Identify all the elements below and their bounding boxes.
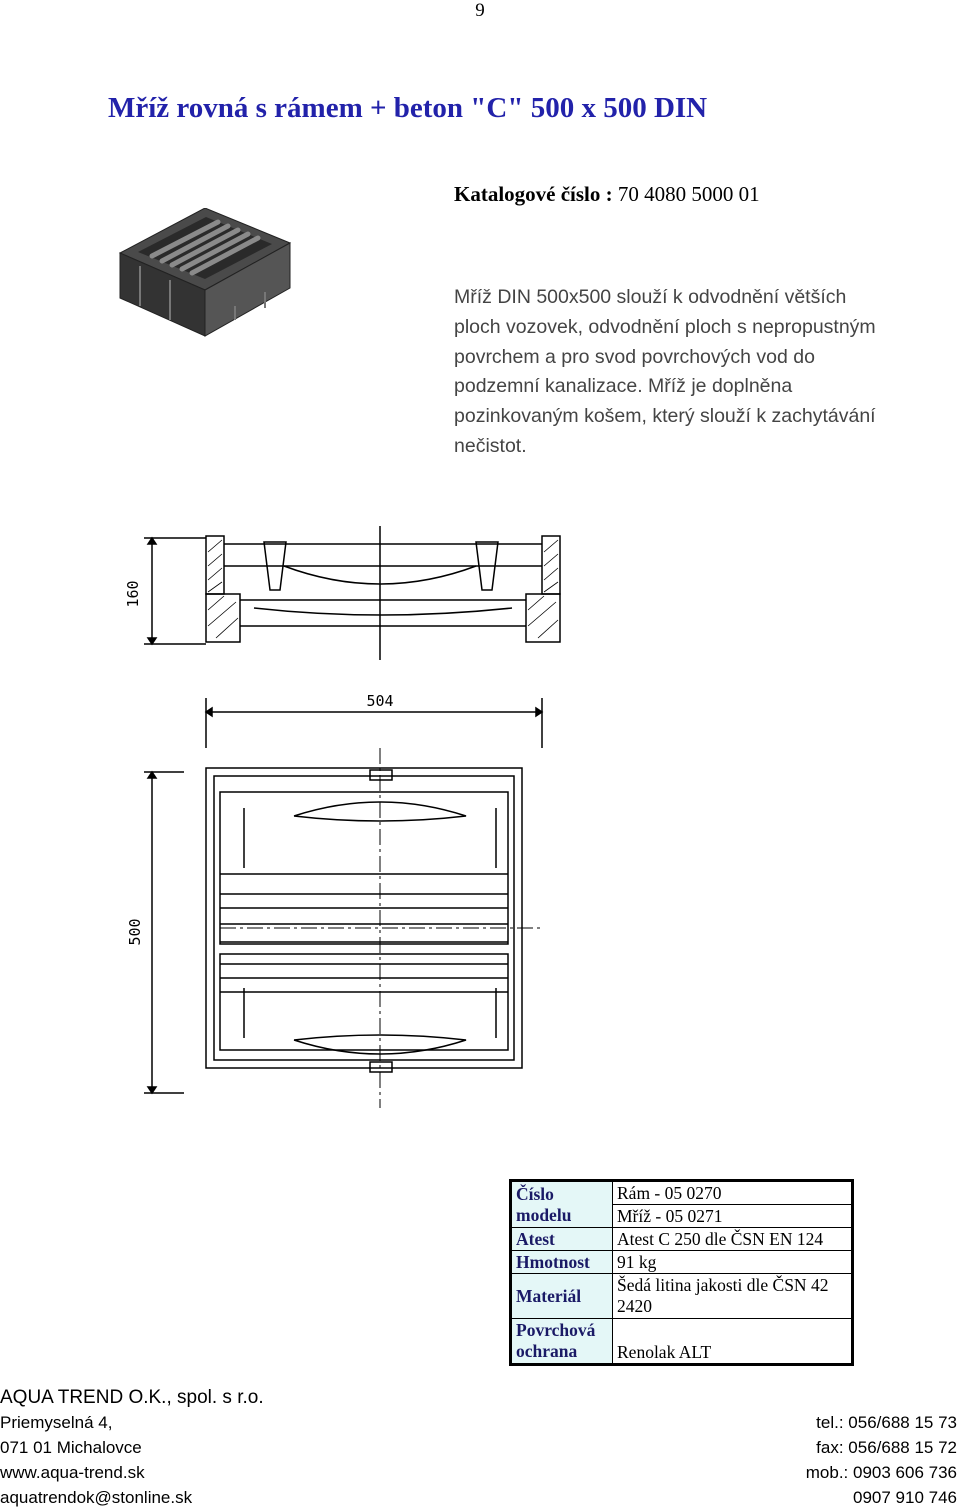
catalog-value: 70 4080 5000 01	[617, 182, 760, 206]
spec-row-weight	[511, 1251, 853, 1274]
footer-web-link[interactable]: www.aqua-trend.sk	[0, 1463, 145, 1482]
footer-email-link[interactable]: aquatrendok@stonline.sk	[0, 1488, 193, 1507]
spec-label-weight: Hmotnost	[511, 1251, 613, 1274]
footer-street: Priemyselná 4,	[0, 1413, 113, 1432]
length-dimension: 500	[126, 918, 144, 946]
spec-value-model-1: Rám - 05 0270	[613, 1181, 853, 1205]
page-number: 9	[475, 0, 485, 21]
side-section-drawing	[124, 526, 584, 666]
product-image	[110, 208, 296, 338]
top-view-drawing	[124, 688, 584, 1118]
height-dimension: 160	[124, 580, 142, 608]
spec-value-surface: Renolak ALT	[613, 1319, 853, 1365]
footer-mob: mob.: 0903 606 736	[805, 1463, 957, 1482]
footer-company: AQUA TREND O.K., spol. s r.o.	[0, 1387, 264, 1408]
spec-row-material	[511, 1274, 853, 1319]
spec-label-model: Číslo modelu	[511, 1181, 613, 1228]
spec-row-atest	[511, 1228, 853, 1251]
product-description: Mříž DIN 500x500 slouží k odvodnění větších ploch vozovek, odvodnění ploch s nepropustným povrchem a pro svod povrchových vod do podzemní kanalizace. Mříž je doplněna pozinkovaným košem, který slouží k zachytávání nečistot.	[454, 286, 876, 457]
spec-value-atest: Atest C 250 dle ČSN EN 124	[613, 1228, 853, 1251]
footer-tel: tel.: 056/688 15 73	[816, 1413, 957, 1432]
spec-label-surface: Povrchová ochrana	[511, 1319, 613, 1365]
footer-mob2: 0907 910 746	[853, 1488, 957, 1507]
spec-row-model	[511, 1181, 853, 1205]
spec-value-material: Šedá litina jakosti dle ČSN 42 2420	[613, 1274, 853, 1319]
width-dimension: 504	[366, 692, 394, 710]
page-title: Mříž rovná s rámem + beton "C" 500 x 500 DIN	[108, 92, 708, 124]
spec-table	[509, 1179, 854, 1366]
catalog-number	[454, 182, 760, 207]
catalog-label: Katalogové číslo :	[454, 182, 613, 206]
spec-label-material: Materiál	[511, 1274, 613, 1319]
footer-city: 071 01 Michalovce	[0, 1438, 142, 1457]
spec-label-atest: Atest	[511, 1228, 613, 1251]
spec-value-model-2: Mříž - 05 0271	[613, 1205, 853, 1228]
spec-value-weight: 91 kg	[613, 1251, 853, 1274]
footer-fax: fax: 056/688 15 72	[816, 1438, 957, 1457]
spec-row-surface	[511, 1319, 853, 1365]
